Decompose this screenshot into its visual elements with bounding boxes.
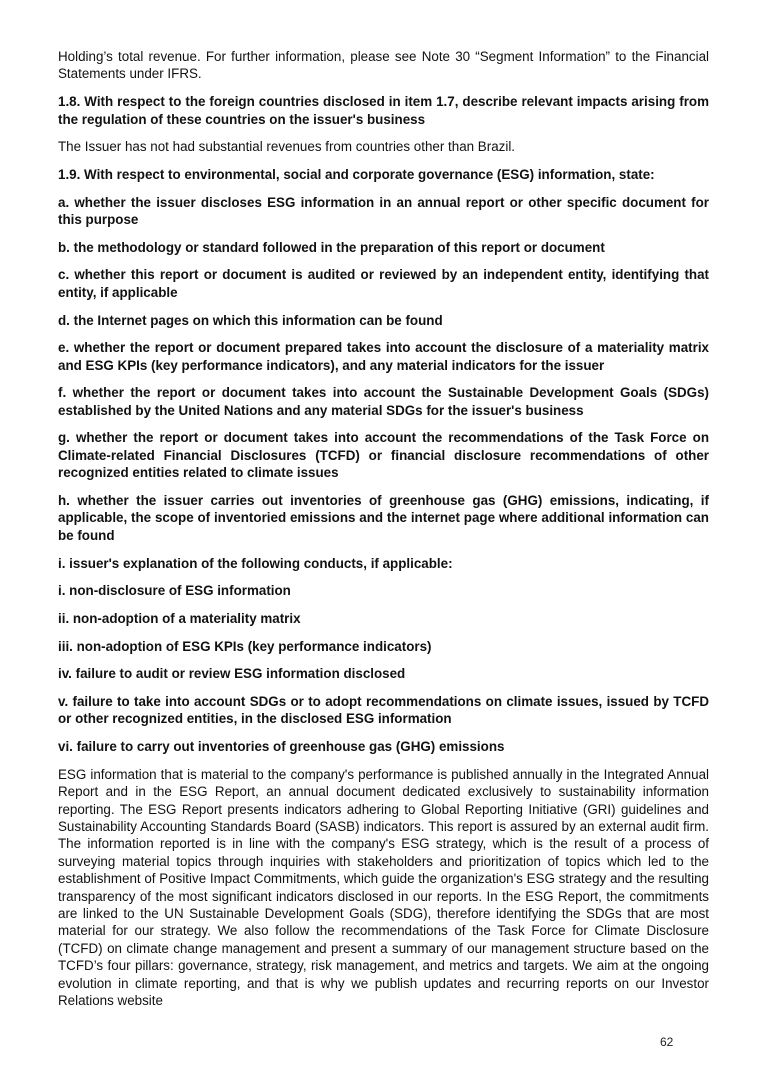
subitem-iii: iii. non-adoption of ESG KPIs (key performance indicators) bbox=[58, 638, 432, 654]
item-c: c. whether this report or document is audited or reviewed by an independent entity, identifying that entity, if applicable bbox=[58, 267, 709, 300]
item-e: e. whether the report or document prepared takes into account the disclosure of a materiality matrix and ESG KPIs (key performance indicators), and any material indicators for the issuer bbox=[58, 340, 709, 373]
page-number: 62 bbox=[660, 1035, 674, 1049]
heading-1-9: 1.9. With respect to environmental, social and corporate governance (ESG) information, state: bbox=[58, 166, 655, 182]
foreign-revenue-paragraph: The Issuer has not had substantial revenues from countries other than Brazil. bbox=[58, 139, 516, 155]
item-i: i. issuer's explanation of the following conducts, if applicable: bbox=[58, 555, 453, 571]
revenue-paragraph: Holding’s total revenue. For further information, please see Note 30 “Segment Information” to the Financial Statements under IFRS. bbox=[58, 49, 709, 82]
item-h: h. whether the issuer carries out inventories of greenhouse gas (GHG) emissions, indicating, if applicable, the scope of inventoried emissions and the internet page where additional information can be found bbox=[58, 492, 709, 543]
item-b: b. the methodology or standard followed in the preparation of this report or document bbox=[58, 239, 605, 255]
item-a: a. whether the issuer discloses ESG information in an annual report or other specific document for this purpose bbox=[58, 194, 709, 228]
subitem-i: i. non-disclosure of ESG information bbox=[58, 583, 291, 599]
item-d: d. the Internet pages on which this information can be found bbox=[58, 312, 443, 328]
subitem-iv: iv. failure to audit or review ESG information disclosed bbox=[58, 666, 406, 682]
subitem-ii: ii. non-adoption of a materiality matrix bbox=[58, 610, 301, 626]
item-f: f. whether the report or document takes into account the Sustainable Development Goals (SDGs) established by the United Nations and any material SDGs for the issuer's business bbox=[58, 385, 709, 418]
esg-paragraph: ESG information that is material to the company's performance is published annually in the Integrated Annual Report and in the ESG Report, an annual document dedicated exclusively to sustainability information reporting. The ESG Report presents indicators adhering to Global Reporting Initiative (GRI) guidelines and Sustainability Accounting Standards Board (SASB) indicators. This report is assured by an external audit firm. The information reported is in line with the company's ESG strategy, which is the result of a process of surveying material topics through inquiries with stakeholders and prioritization of topics which led to the establishment of Positive Impact Commitments, which guide the organization's ESG strategy and the resulting transparency of the most significant indicators disclosed in our reports. In the ESG Report, the commitments are linked to the UN Sustainable Development Goals (SDG), therefore identifying the SDGs that are most material for our strategy. We also follow the recommendations of the Task Force for Climate Disclosure (TCFD) on climate change management and present a summary of our management structure based on the TCFD’s four pillars: governance, strategy, risk management, and metrics and targets. We aim at the ongoing evolution in climate reporting, and that is why we publish updates and recurring reports on our Investor Relations website bbox=[58, 766, 709, 1009]
document-page bbox=[58, 48, 709, 1010]
subitem-v: v. failure to take into account SDGs or to adopt recommendations on climate issues, issued by TCFD or other recognized entities, in the disclosed ESG information bbox=[58, 694, 709, 727]
heading-1-8: 1.8. With respect to the foreign countries disclosed in item 1.7, describe relevant impacts arising from the regulation of these countries on the issuer's business bbox=[58, 94, 709, 127]
item-g: g. whether the report or document takes into account the recommendations of the Task Force on Climate-related Financial Disclosures (TCFD) or financial disclosure recommendations of other recognized entities related to climate issues bbox=[58, 430, 709, 481]
subitem-vi: vi. failure to carry out inventories of greenhouse gas (GHG) emissions bbox=[58, 739, 505, 755]
